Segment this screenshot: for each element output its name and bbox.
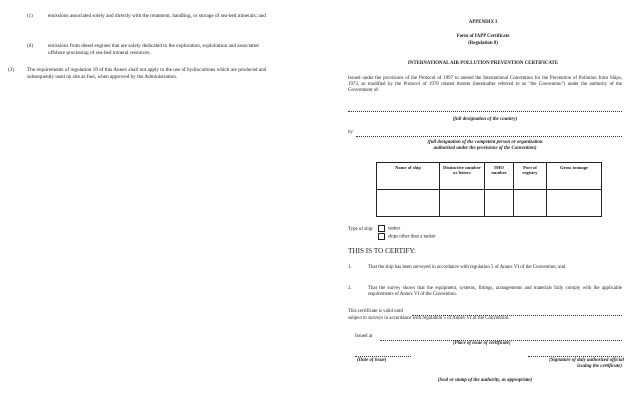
item1-text: That the ship has been surveyed in accordance with regulation 5 of Annex VI of the Convention; and — [368, 265, 566, 270]
type-option-tanker[interactable] — [378, 225, 400, 233]
date-line[interactable] — [355, 355, 411, 357]
cell-imo-number[interactable] — [485, 190, 514, 217]
person-caption-2: authorized under the provisions of the Convention) — [433, 146, 537, 151]
seal-caption: (Seal or stamp of the authority, as appropriate) — [437, 378, 533, 383]
checkbox-tanker[interactable] — [378, 225, 385, 232]
cell-name-of-ship[interactable] — [377, 190, 440, 217]
certificate-title: INTERNATIONAL AIR POLLUTION PREVENTION CERTIFICATE — [407, 61, 559, 66]
appendix-heading: APPENDIX I — [468, 20, 498, 25]
type-of-ship-label: Type of ship: — [348, 227, 374, 232]
cell-gross-tonnage[interactable] — [547, 190, 602, 217]
date-caption: (Date of issue) — [357, 358, 387, 363]
cell-distinctive-number[interactable] — [440, 190, 485, 217]
by-label: by — [348, 130, 353, 135]
country-caption: (full designation of the country) — [452, 117, 518, 122]
person-caption-1: (full designation of the competent person or organization — [427, 140, 543, 145]
place-caption: (Place of issue of certificate) — [453, 341, 511, 346]
para3-text: The requirements of regulation 18 of this Annex shall not apply to the use of hydrocarbons which are produced and subsequently used on site as fuel, when approved by the Administration. — [27, 67, 267, 80]
para3-label: (3) — [8, 67, 15, 73]
issued-at-label: Issued at — [355, 334, 373, 339]
item-d-label: (d) — [27, 43, 34, 49]
item-d-text: emissions from diesel engines that are solely dedicated to the exploration, exploitation and associated offshore processing of sea-bed mineral resources. — [48, 43, 259, 56]
certify-heading: THIS IS TO CERTIFY: — [348, 247, 416, 255]
header-port-of-registry: Port of registry — [514, 163, 547, 190]
ship-table-wrap — [376, 162, 602, 217]
valid-until-label: This certificate is valid until — [348, 309, 404, 314]
item-c-text: emissions associated solely and directly with the treatment, handling, or storage of sea-bed minerals; and — [48, 13, 266, 19]
form-subtitle: (Regulation 8) — [468, 41, 498, 46]
ship-table — [376, 162, 602, 217]
checkbox-other[interactable] — [378, 233, 385, 240]
item2-label: 2. — [348, 286, 352, 291]
signature-line[interactable] — [528, 355, 622, 357]
table-header-row — [377, 163, 602, 190]
cell-port-of-registry[interactable] — [514, 190, 547, 217]
signature-caption-1: (Signature of duly authorized official — [549, 358, 624, 363]
valid-subject-text: subject to surveys in accordance with regulation 5 of Annex VI of the Convention. — [348, 316, 510, 321]
type-option-tanker-label: tanker — [388, 226, 401, 232]
item2-text: That the survey shows that the equipment, systems, fittings, arrangements and materials fully comply with the applicable requirements of Annex VI of the Convention. — [368, 286, 622, 298]
item-c-label: (c) — [27, 13, 33, 19]
header-name-of-ship: Name of ship — [377, 163, 440, 190]
header-distinctive-number: Distinctive number or letters — [440, 163, 485, 190]
by-line — [356, 135, 622, 137]
item1-label: 1. — [348, 265, 352, 270]
signature-caption-2: issuing the certificate) — [577, 364, 622, 369]
header-gross-tonnage: Gross tonnage — [547, 163, 602, 190]
header-imo-number: IMO number — [485, 163, 514, 190]
country-line — [348, 110, 622, 112]
type-option-other[interactable] — [378, 233, 436, 241]
type-option-other-label: ships other than a tanker — [388, 234, 436, 240]
form-title: Form of IAPP Certificate — [456, 34, 510, 39]
issued-under-text: Issued under the provisions of the Protocol of 1997 to amend the International Convention for the Prevention of Pollution from Ships, 1973, as modified by the Protocol of 1978 related thereto (hereinafter referred to as "the Convention") under the authority of the Government of: — [348, 76, 622, 94]
table-row — [377, 190, 602, 217]
